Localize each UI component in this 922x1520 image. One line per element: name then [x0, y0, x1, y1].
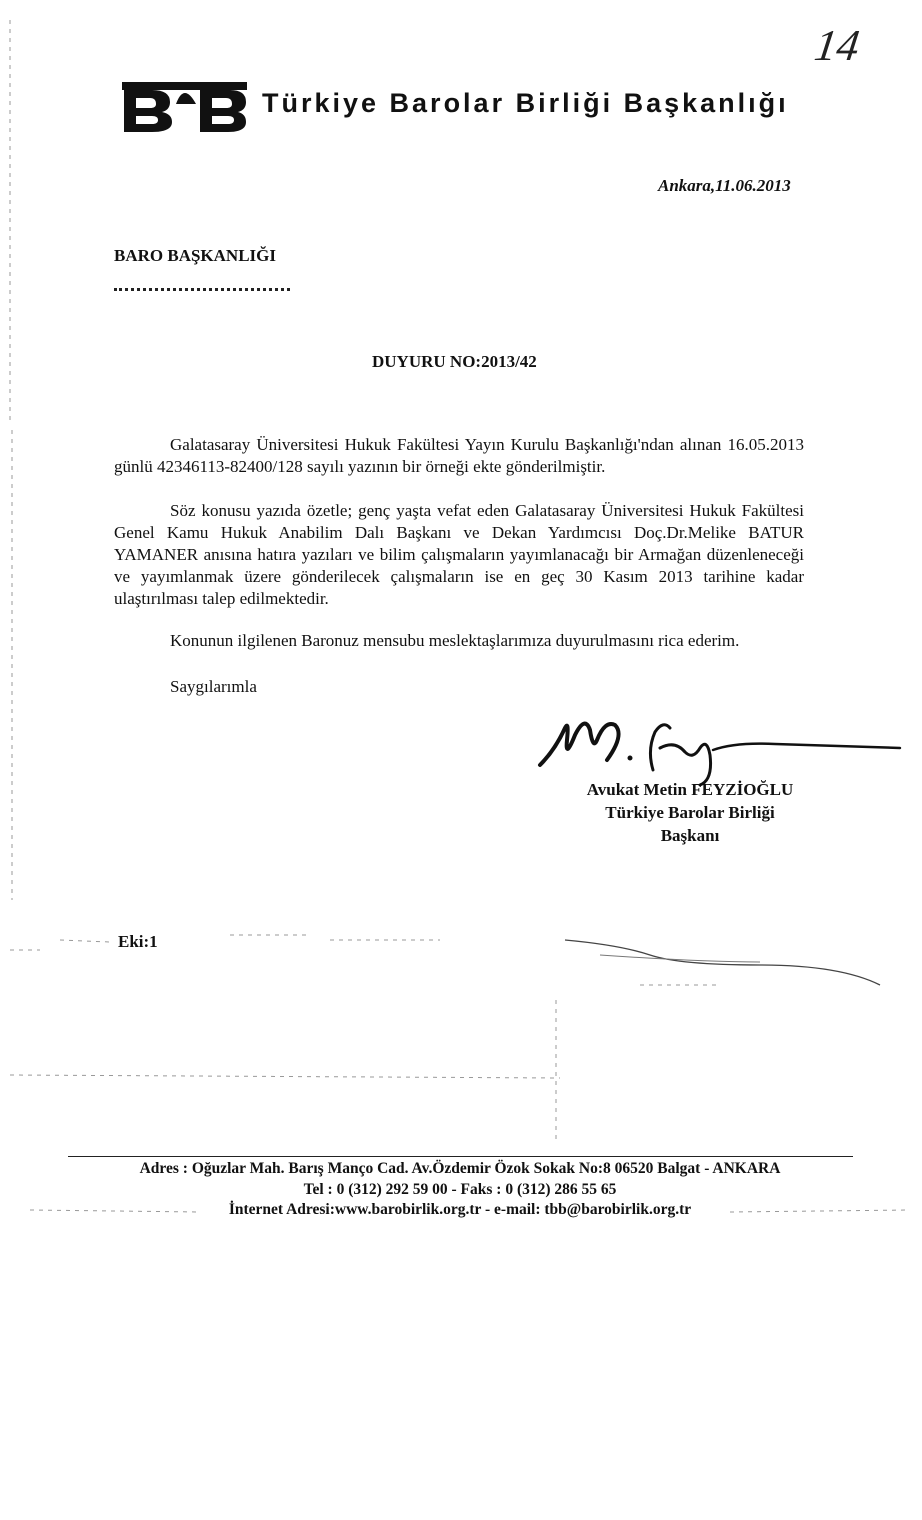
recipient-dotted-line	[114, 288, 290, 291]
signatory-title: Başkanı	[660, 826, 720, 845]
body-paragraph-3: Konunun ilgilenen Baronuz mensubu meslektaşlarımıza duyurulmasını rica ederim.	[170, 631, 740, 650]
notice-number: DUYURU NO:2013/42	[372, 352, 537, 371]
closing: Saygılarımla	[170, 677, 257, 696]
footer-phone-fax: Tel : 0 (312) 292 59 00 - Faks : 0 (312) 286 55 65	[303, 1181, 617, 1198]
footer-web-email: İnternet Adresi:www.barobirlik.org.tr - e-mail: tbb@barobirlik.org.tr	[228, 1201, 692, 1218]
attachment-note: Eki:1	[118, 932, 158, 951]
signatory-organization: Türkiye Barolar Birliği	[605, 803, 775, 822]
signature-block	[545, 778, 835, 847]
footer-address: Adres : Oğuzlar Mah. Barış Manço Cad. Av.Özdemir Özok Sokak No:8 06520 Balgat - ANKARA	[139, 1160, 781, 1177]
page-number: 14	[811, 21, 863, 70]
recipient: BARO BAŞKANLIĞI	[114, 246, 277, 265]
body-paragraph-2: Söz konusu yazıda özetle; genç yaşta vefat eden Galatasaray Üniversitesi Hukuk Fakültesi Genel Kamu Hukuk Anabilim Dalı Başkanı ve Dekan Yardımcısı Doç.Dr.Melike BATUR YAMANER anısına hatıra yazıları ve bilim çalışmaların yayımlanacağı bir Armağan düzenleneceği ve yayımlanmak üzere gönderilecek çalışmaların ise en geç 30 Kasım 2013 tarihine kadar ulaştırılması talep edilmektedir.	[114, 501, 804, 608]
footer-divider	[68, 1156, 853, 1157]
organization-title: Türkiye Barolar Birliği Başkanlığı	[262, 88, 789, 118]
document-date: Ankara,11.06.2013	[658, 176, 791, 195]
tbb-logo	[122, 76, 247, 132]
signatory-name: Avukat Metin FEYZİOĞLU	[586, 780, 794, 799]
body-paragraph-1: Galatasaray Üniversitesi Hukuk Fakültesi Yayın Kurulu Başkanlığı'ndan alınan 16.05.2013 günlü 42346113-82400/128 sayılı yazının bir örneği ekte gönderilmiştir.	[114, 435, 804, 476]
